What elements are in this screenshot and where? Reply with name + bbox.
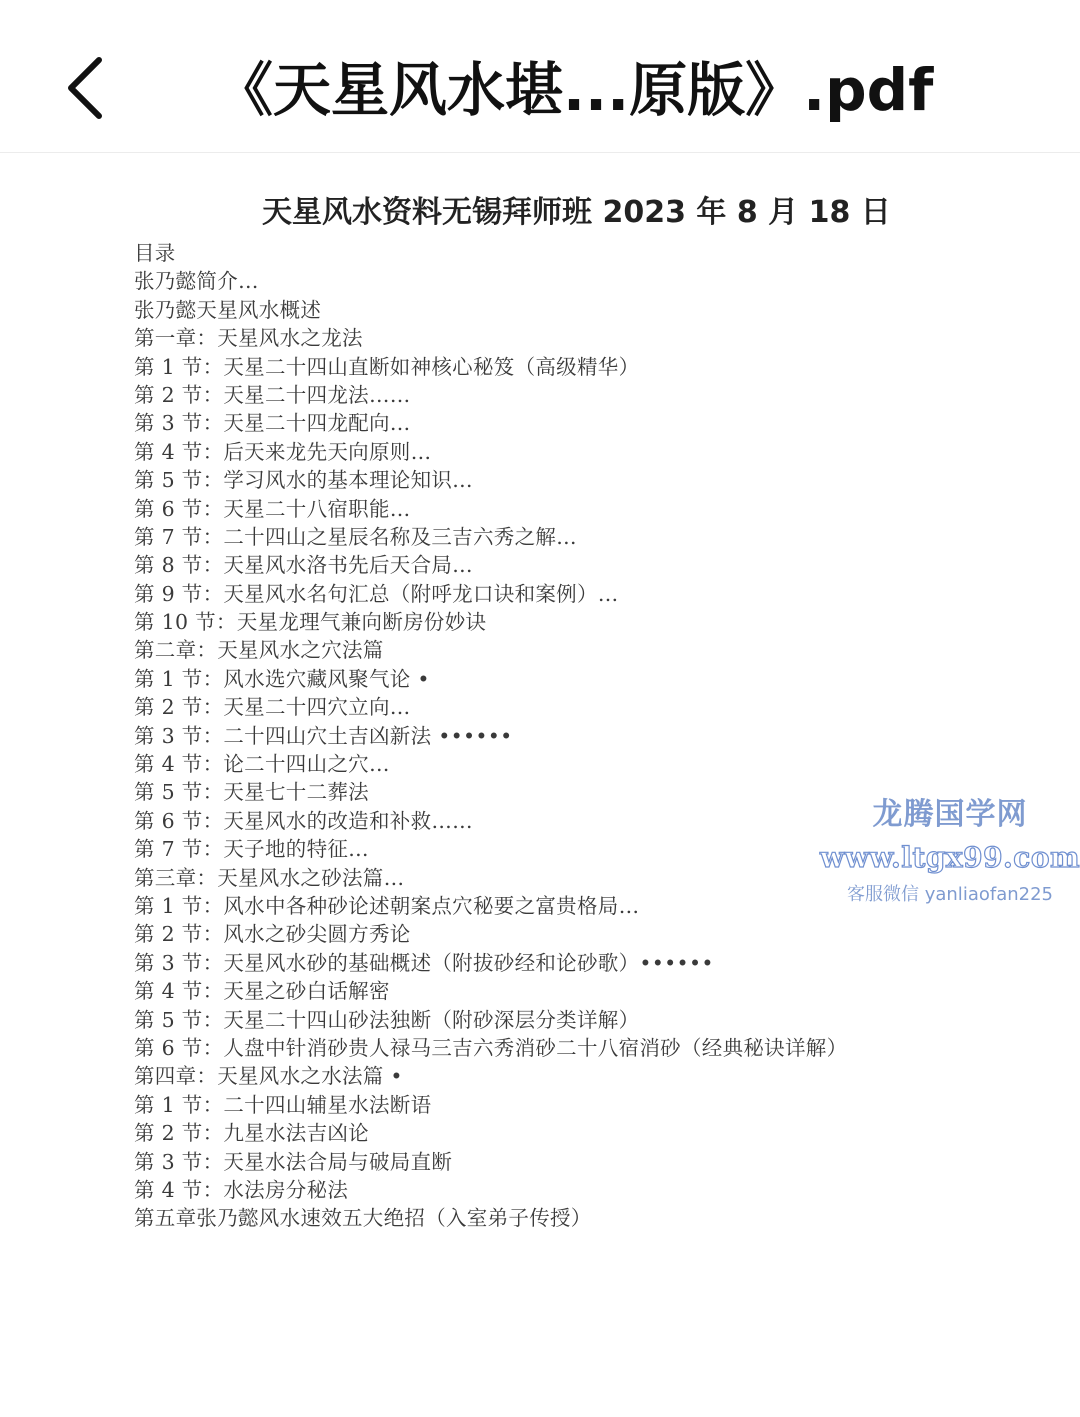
toc-item: 第 5 节：天星二十四山砂法独断（附砂深层分类详解） [134,1007,640,1032]
toc-item: 第 4 节：天星之砂白话解密 [134,979,390,1004]
toc-item: 第 1 节：风水选穴藏风聚气论 • [134,666,430,691]
toc-item: 第 6 节：天星二十八宿职能… [134,496,411,521]
toc-item: 第三章：天星风水之砂法篇… [134,865,405,890]
toc-item: 第 1 节：天星二十四山直断如神核心秘笈（高级精华） [134,354,640,379]
watermark-contact: 客服微信 yanliaofan225 [847,884,1053,905]
toc-item: 张乃懿天星风水概述 [134,297,322,322]
toc-item: 张乃懿简介… [134,269,259,294]
document-title: 《天星风水堪...原版》.pdf [215,56,934,124]
toc-item: 第 1 节：风水中各种砂论述朝案点穴秘要之富贵格局… [134,893,640,918]
pdf-page[interactable] [0,153,1080,1417]
toc-item: 第五章张乃懿风水速效五大绝招（入室弟子传授） [134,1206,592,1231]
toc-item: 第 2 节：天星二十四龙法…… [134,382,411,407]
toc-item: 第 2 节：天星二十四穴立向… [134,695,411,720]
toc-item: 第 5 节：天星七十二葬法 [134,780,369,805]
toc-item: 第 4 节：后天来龙先天向原则… [134,439,432,464]
toc-item: 第二章：天星风水之穴法篇 [134,638,384,663]
toc-item: 第 7 节：二十四山之星辰名称及三吉六秀之解… [134,524,577,549]
toc-item: 第 3 节：天星风水砂的基础概述（附拔砂经和论砂歌）•••••• [134,950,714,975]
toc-item: 第 3 节：天星二十四龙配向… [134,411,411,436]
toc-item: 目录 [134,241,176,265]
toc-item: 第 8 节：天星风水洛书先后天合局… [134,553,473,578]
watermark [820,793,1080,911]
toc-item: 第 1 节：二十四山辅星水法断语 [134,1092,432,1117]
app-header [0,0,1080,153]
page-heading: 天星风水资料无锡拜师班 2023 年 8 月 18 日 [262,195,891,230]
toc-item: 第 6 节：人盘中针消砂贵人禄马三吉六秀消砂二十八宿消砂（经典秘诀详解） [134,1035,848,1060]
back-button[interactable] [50,48,120,128]
toc-item: 第 9 节：天星风水名句汇总（附呼龙口诀和案例）… [134,581,619,606]
watermark-name: 龙腾国学网 [872,797,1028,832]
toc-item: 第 10 节：天星龙理气兼向断房份妙诀 [134,610,487,635]
toc-item: 第 4 节：论二十四山之穴… [134,752,390,777]
toc-item: 第 3 节：二十四山穴土吉凶新法 •••••• [134,723,513,748]
toc-item: 第 6 节：天星风水的改造和补救…… [134,808,473,833]
toc-item: 第 5 节：学习风水的基本理论知识… [134,468,473,493]
watermark-url: www.ltgx99.com [820,841,1080,874]
chevron-left-icon [63,56,107,120]
toc-item: 第 2 节：九星水法吉凶论 [134,1121,369,1146]
toc-item: 第 4 节：水法房分秘法 [134,1177,349,1202]
toc-item: 第四章：天星风水之水法篇 • [134,1064,403,1089]
toc-item: 第 3 节：天星水法合局与破局直断 [134,1149,453,1174]
toc-item: 第 7 节：天子地的特征… [134,837,369,862]
toc-item: 第一章：天星风水之龙法 [134,326,363,351]
table-of-contents [134,239,914,1233]
toc-item: 第 2 节：风水之砂尖圆方秀论 [134,922,411,947]
